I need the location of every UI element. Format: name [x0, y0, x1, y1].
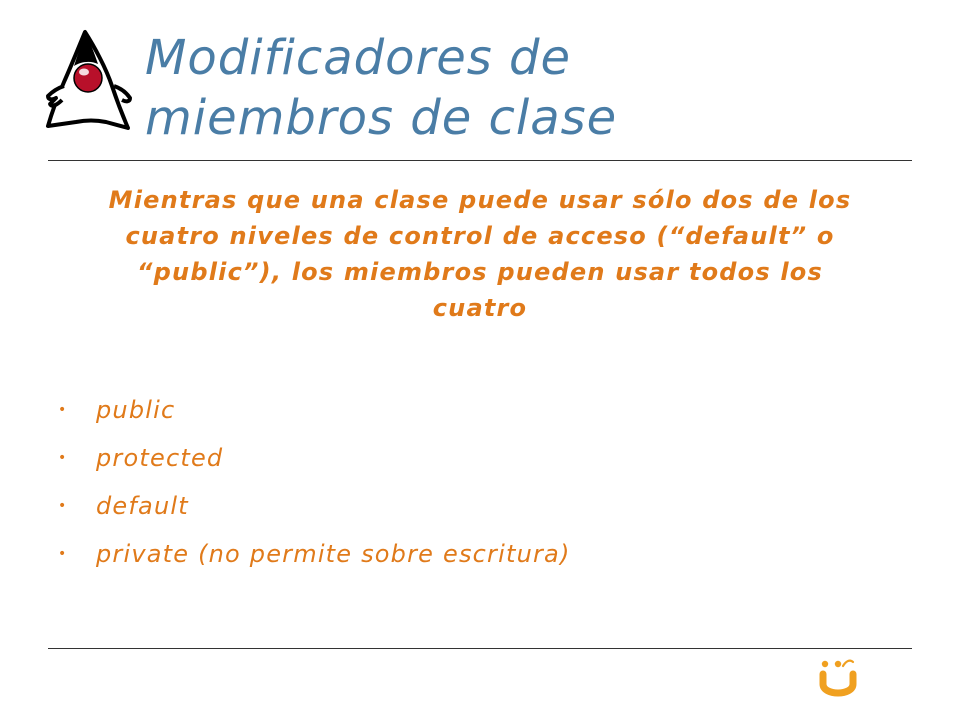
bullet-icon: •: [58, 546, 68, 562]
bullet-icon: •: [58, 498, 68, 514]
bullet-icon: •: [58, 450, 68, 466]
title-line-1: Modificadores de: [145, 30, 571, 86]
intro-paragraph: [60, 182, 900, 326]
access-modifier-list: [58, 390, 571, 582]
list-item: [58, 438, 571, 486]
intro-line-3: “public”), los miembros pueden usar todos los: [137, 258, 823, 286]
bullet-icon: •: [58, 402, 68, 418]
list-item: [58, 390, 571, 438]
bottom-divider: [48, 648, 912, 649]
intro-line-2: cuatro niveles de control de acceso (“default” o: [125, 222, 835, 250]
intro-line-4: cuatro: [432, 294, 528, 322]
slide-title: [145, 28, 905, 148]
list-item: [58, 534, 571, 582]
top-divider: [48, 160, 912, 161]
java-duke-icon: [42, 28, 138, 136]
list-item-label: default: [96, 492, 189, 520]
list-item-label: protected: [96, 444, 224, 472]
title-line-2: miembros de clase: [145, 90, 618, 146]
intro-line-1: Mientras que una clase puede usar sólo dos de los: [108, 186, 852, 214]
list-item-label: public: [96, 396, 176, 424]
list-item: [58, 486, 571, 534]
brand-smile-icon: [815, 656, 867, 702]
list-item-label: private (no permite sobre escritura): [96, 540, 571, 568]
